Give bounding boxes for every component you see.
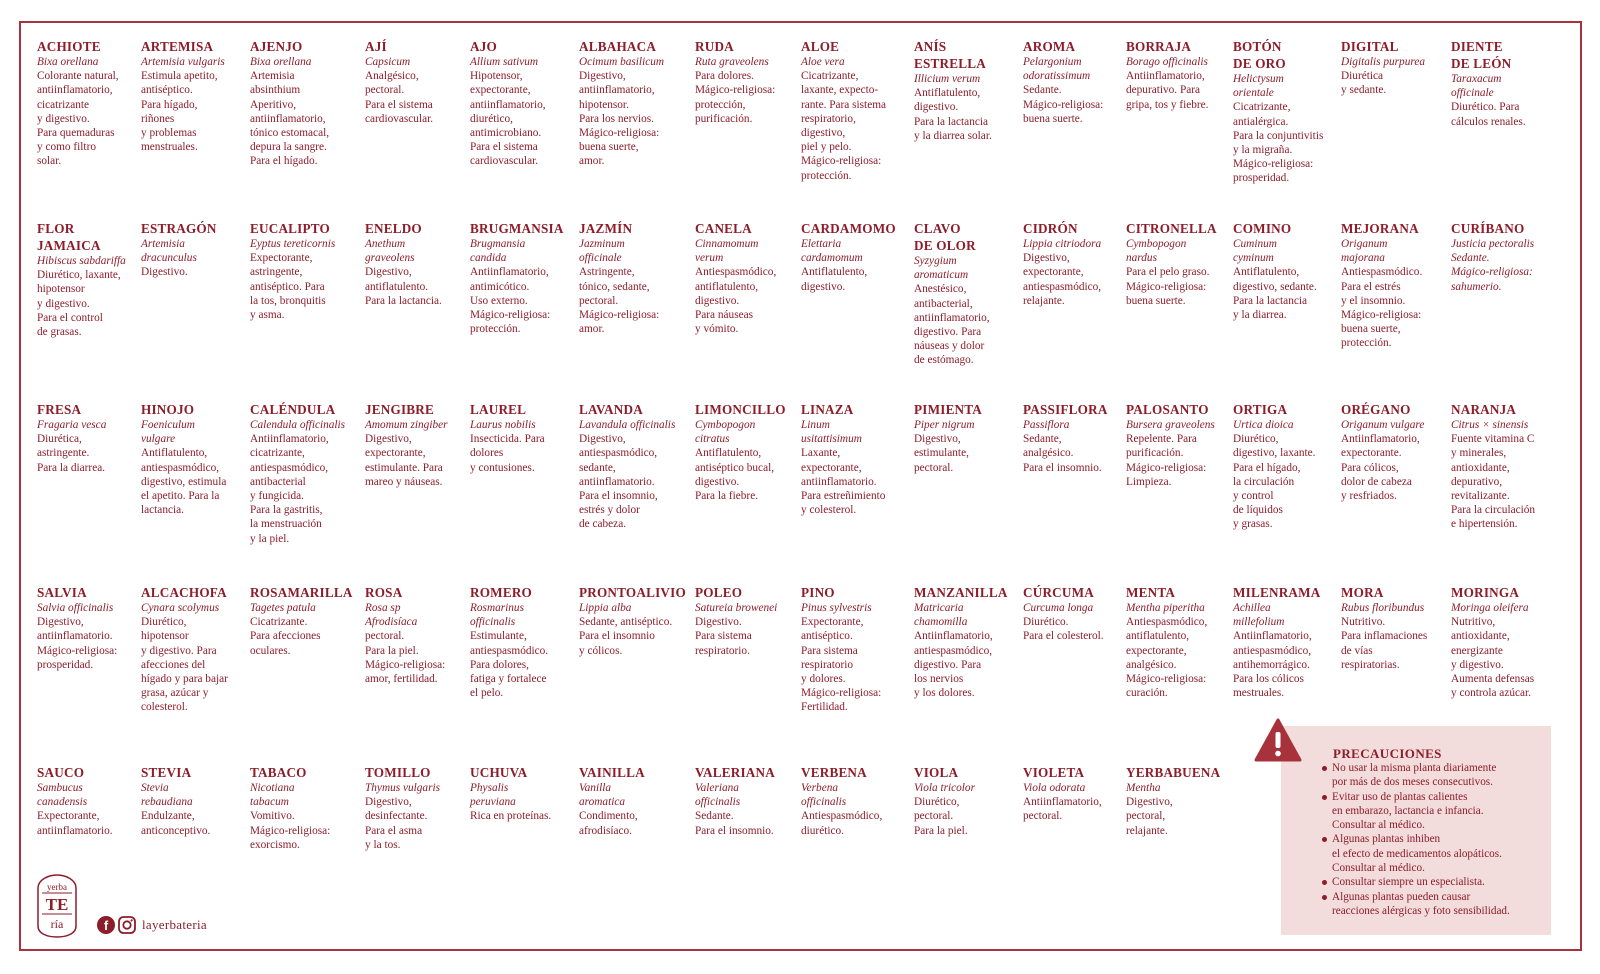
herb-scientific-name: Verbena officinalis xyxy=(801,782,847,809)
herb-name: POLEO xyxy=(695,585,743,600)
herb-description: Expectorante, antiinflamatorio. xyxy=(37,810,113,837)
herb-scientific-name: Lippia alba xyxy=(579,602,632,614)
herb-scientific-name: Physalis peruviana xyxy=(470,782,516,809)
herb-name: RUDA xyxy=(695,39,734,54)
herb-name: ROMERO xyxy=(470,585,533,600)
herb-description: Diurética y sedante. xyxy=(1341,70,1387,97)
herb-description: Antiflatulento, antiespasmódico, digestivo, estimula el apetito. Para la lactancia. xyxy=(141,447,227,517)
herb-description: Antiinflamatorio, depurativo. Para gripa, tos y fiebre. xyxy=(1126,70,1209,111)
herb-name: ALCACHOFA xyxy=(141,585,227,600)
herb-name: CARDAMOMO xyxy=(801,221,896,236)
herb-name: ESTRAGÓN xyxy=(141,221,217,236)
herb-name: ALOE xyxy=(801,39,840,54)
herb-description: Antiinflamatorio, pectoral. xyxy=(1023,796,1102,823)
herb-description: Antiflatulento, digestivo, sedante. Para la lactancia y la diarrea. xyxy=(1233,266,1317,322)
herb-name: ALBAHACA xyxy=(579,39,657,54)
herb-description: Diurético, digestivo, laxante. Para el hígado, la circulación y control de líquidos y grasas. xyxy=(1233,433,1316,531)
herb-name: ARTEMISA xyxy=(141,39,214,54)
herb-description: Anestésico, antibacterial, antiinflamatorio, digestivo. Para náuseas y dolor de estómago. xyxy=(914,283,990,367)
herb-description: Digestivo. Para sistema respiratorio. xyxy=(695,616,752,657)
herb-description: Cicatrizante, laxante, expecto- rante. Para sistema respiratorio, digestivo, piel y pelo. Mágico-religiosa: protección. xyxy=(801,70,887,182)
herb-name: MENTA xyxy=(1126,585,1176,600)
herb-name: BOTÓN DE ORO xyxy=(1233,39,1286,71)
herb-entry xyxy=(1126,584,1233,764)
herb-scientific-name: Cymbopogon nardus xyxy=(1126,238,1187,265)
svg-text:TE: TE xyxy=(45,895,69,914)
herb-entry xyxy=(365,764,470,944)
herb-name: JAZMÍN xyxy=(579,221,633,236)
herb-name: DIENTE DE LEÓN xyxy=(1451,39,1512,71)
herb-description: Digestivo. xyxy=(141,266,188,279)
herb-name: COMINO xyxy=(1233,221,1292,236)
herb-scientific-name: Pinus sylvestris xyxy=(801,602,872,614)
herb-name: EUCALIPTO xyxy=(250,221,330,236)
herb-scientific-name: Justicia pectoralis Sedante. Mágico-religiosa: sahumerio. xyxy=(1451,238,1535,293)
herb-description: Laxante, expectorante, antiinflamatorio. Para estreñimiento y colesterol. xyxy=(801,447,886,517)
herb-description: Endulzante, anticonceptivo. xyxy=(141,810,211,837)
herb-name: LIMONCILLO xyxy=(695,402,786,417)
herb-scientific-name: Curcuma longa xyxy=(1023,602,1094,614)
herb-name: TABACO xyxy=(250,765,307,780)
herb-name: JENGIBRE xyxy=(365,402,435,417)
herb-scientific-name: Allium sativum xyxy=(470,56,539,68)
herb-name: SAUCO xyxy=(37,765,85,780)
herb-entry xyxy=(250,584,365,764)
herb-entry xyxy=(801,764,914,944)
precaution-item: Algunas plantas inhiben el efecto de medicamentos alopáticos. Consultar al médico. xyxy=(1322,832,1547,875)
herb-scientific-name: Elettaria cardamomum xyxy=(801,238,863,265)
herb-entry xyxy=(1126,220,1233,401)
herb-name: VAINILLA xyxy=(579,765,645,780)
herb-name: CANELA xyxy=(695,221,752,236)
herb-name: VERBENA xyxy=(801,765,867,780)
herb-description: Sedante, antiséptico. Para el insomnio y cólicos. xyxy=(579,616,673,657)
herb-entry xyxy=(1451,38,1549,220)
herb-scientific-name: Cynara scolymus xyxy=(141,602,220,614)
herb-scientific-name: Foeniculum vulgare xyxy=(141,419,195,446)
herb-description: Nutritivo, antioxidante, energizante y digestivo. Aumenta defensas y controla azúcar. xyxy=(1451,616,1535,700)
herb-entry xyxy=(1023,401,1126,584)
herb-entry xyxy=(250,401,365,584)
herb-name: ORTIGA xyxy=(1233,402,1288,417)
herb-name: TOMILLO xyxy=(365,765,431,780)
herb-name: CURÍBANO xyxy=(1451,221,1525,236)
herb-description: Antiinflamatorio, antiespasmódico, antihemorrágico. Para los cólicos mestruales. xyxy=(1233,630,1312,700)
herb-entry xyxy=(141,401,250,584)
herb-name: SALVIA xyxy=(37,585,87,600)
herb-name: CÚRCUMA xyxy=(1023,585,1094,600)
herb-description: Expectorante, antiséptico. Para sistema respiratorio y dolores. Mágico-religiosa: Fertilidad. xyxy=(801,616,882,714)
herb-scientific-name: Origanum vulgare xyxy=(1341,419,1425,431)
herb-name: DIGITAL xyxy=(1341,39,1399,54)
herb-description: Condimento, afrodisíaco. xyxy=(579,810,638,837)
herb-name: MEJORANA xyxy=(1341,221,1419,236)
herb-scientific-name: Hibiscus sabdariffa xyxy=(37,255,126,267)
herb-name: NARANJA xyxy=(1451,402,1517,417)
herb-description: Diurética, astringente. Para la diarrea. xyxy=(37,433,106,474)
herb-description: Antiespasmódico, diurético. xyxy=(801,810,883,837)
herb-entry xyxy=(250,764,365,944)
herb-entry xyxy=(1451,401,1549,584)
herb-name: CLAVO DE OLOR xyxy=(914,221,976,253)
herb-scientific-name: Matricaria chamomilla xyxy=(914,602,968,629)
herb-description: Sedante, analgésico. Para el insomnio. xyxy=(1023,433,1102,474)
herb-scientific-name: Bixa orellana xyxy=(250,56,312,68)
herb-grid xyxy=(37,38,1580,851)
herb-scientific-name: Piper nigrum xyxy=(914,419,975,431)
herb-scientific-name: Viola odorata xyxy=(1023,782,1086,794)
herb-entry xyxy=(470,401,579,584)
herb-entry xyxy=(1023,220,1126,401)
herb-scientific-name: Linum usitattisimum xyxy=(801,419,862,446)
herb-entry xyxy=(470,220,579,401)
herb-scientific-name: Calendula officinalis xyxy=(250,419,346,431)
herb-scientific-name: Digitalis purpurea xyxy=(1341,56,1425,68)
herb-scientific-name: Aloe vera xyxy=(801,56,845,68)
precaution-item: Algunas plantas pueden causar reacciones alérgicas y foto sensibilidad. xyxy=(1322,890,1547,919)
herb-scientific-name: Mentha piperitha xyxy=(1126,602,1205,614)
herb-description: Digestivo, expectorante, estimulante. Para mareo y náuseas. xyxy=(365,433,443,488)
herb-name: ACHIOTE xyxy=(37,39,101,54)
herb-name: PASSIFLORA xyxy=(1023,402,1108,417)
herb-description: Digestivo, antiflatulento. Para la lactancia. xyxy=(365,266,442,307)
herb-description: Digestivo, estimulante, pectoral. xyxy=(914,433,969,474)
herb-scientific-name: Amomum zingiber xyxy=(365,419,448,431)
herb-description: Diurético. Para cálculos renales. xyxy=(1451,101,1526,128)
precautions-title: PRECAUCIONES xyxy=(1333,746,1442,761)
herb-description: Diurético, pectoral. Para la piel. xyxy=(914,796,968,837)
herb-entry xyxy=(579,38,695,220)
herb-description: Rica en proteínas. xyxy=(470,810,552,823)
herb-description: Antiespasmódico. Para el estrés y el insomnio. Mágico-religiosa: buena suerte, protección. xyxy=(1341,266,1423,350)
herb-entry xyxy=(695,401,801,584)
herb-entry xyxy=(141,38,250,220)
herb-scientific-name: Valeriana officinalis xyxy=(695,782,741,809)
herb-name: AJÍ xyxy=(365,39,387,54)
herb-scientific-name: Artemisia dracunculus xyxy=(141,238,197,265)
herb-entry xyxy=(801,401,914,584)
herb-entry xyxy=(37,38,141,220)
herb-name: MORA xyxy=(1341,585,1384,600)
herb-entry xyxy=(695,38,801,220)
herb-description: Digestivo, expectorante, antiespasmódico, relajante. xyxy=(1023,252,1102,307)
herb-name: FLOR JAMAICA xyxy=(37,221,101,253)
herb-entry xyxy=(37,220,141,401)
herb-description: Antiinflamatorio, antiespasmódico, digestivo. Para los nervios y los dolores. xyxy=(914,630,993,700)
herb-name: ANÍS ESTRELLA xyxy=(914,39,986,71)
herb-name: LAVANDA xyxy=(579,402,643,417)
herb-scientific-name: Vanilla aromatica xyxy=(579,782,626,809)
herb-name: ORÉGANO xyxy=(1341,402,1411,417)
herb-scientific-name: Eyptus tereticornis xyxy=(250,238,336,250)
herb-scientific-name: Passiflora xyxy=(1023,419,1070,431)
herb-entry xyxy=(365,220,470,401)
herb-entry xyxy=(801,584,914,764)
herb-description: Digestivo, desinfectante. Para el asma y la tos. xyxy=(365,796,428,851)
herb-scientific-name: Fragaria vesca xyxy=(37,419,107,431)
herb-description: Digestivo, antiinflamatorio, hipotensor. Para los nervios. Mágico-religiosa: buena suerte, amor. xyxy=(579,70,660,168)
herb-scientific-name: Bursera graveolens xyxy=(1126,419,1215,431)
herb-entry xyxy=(141,220,250,401)
herb-entry xyxy=(695,764,801,944)
herb-description: Vomitivo. Mágico-religiosa: exorcismo. xyxy=(250,810,331,851)
herb-entry xyxy=(914,584,1023,764)
herb-name: ROSA xyxy=(365,585,403,600)
herb-name: AJO xyxy=(470,39,497,54)
herb-entry xyxy=(1233,401,1341,584)
herb-name: PINO xyxy=(801,585,835,600)
svg-text:ría: ría xyxy=(50,917,64,931)
herb-entry xyxy=(1341,401,1451,584)
herb-name: CIDRÓN xyxy=(1023,221,1078,236)
herb-scientific-name: Ruta graveolens xyxy=(695,56,769,68)
herb-entry xyxy=(695,584,801,764)
herb-scientific-name: Illicium verum xyxy=(914,73,981,85)
herb-entry xyxy=(1126,38,1233,220)
warning-icon xyxy=(1254,718,1302,762)
herb-description: Digestivo, antiinflamatorio. Mágico-religiosa: prosperidad. xyxy=(37,616,118,671)
herb-entry xyxy=(1451,220,1549,401)
herb-entry xyxy=(365,401,470,584)
herb-scientific-name: Mentha xyxy=(1126,782,1161,794)
herb-entry xyxy=(579,401,695,584)
herb-entry xyxy=(37,401,141,584)
herb-entry xyxy=(1126,764,1233,944)
herb-scientific-name: Achillea millefolium xyxy=(1233,602,1285,629)
herb-description: Insecticida. Para dolores y contusiones. xyxy=(470,433,545,474)
herb-scientific-name: Artemisia vulgaris xyxy=(141,56,225,68)
herb-entry xyxy=(1233,220,1341,401)
herb-entry xyxy=(470,764,579,944)
herb-name: VALERIANA xyxy=(695,765,775,780)
herb-name: LINAZA xyxy=(801,402,854,417)
herb-entry xyxy=(250,220,365,401)
herb-scientific-name: Salvia officinalis xyxy=(37,602,114,614)
herb-name: ENELDO xyxy=(365,221,422,236)
herb-entry xyxy=(695,220,801,401)
herb-scientific-name: Cinnamomum verum xyxy=(695,238,759,265)
herb-entry xyxy=(365,584,470,764)
herb-description: Para dolores. Mágico-religiosa: protección, purificación. xyxy=(695,70,776,125)
herb-scientific-name: Capsicum xyxy=(365,56,411,68)
herb-scientific-name: Thymus vulgaris xyxy=(365,782,441,794)
herb-name: MANZANILLA xyxy=(914,585,1008,600)
herb-description: Antiflatulento, digestivo. xyxy=(801,266,868,293)
herb-description: Cicatrizante. Para afecciones oculares. xyxy=(250,616,321,657)
herb-description: Artemisia absinthium Aperitivo, antiinflamatorio, tónico estomacal, depura la sangre. Para el hígado. xyxy=(250,70,330,168)
herb-scientific-name: Brugmansia candida xyxy=(470,238,526,265)
herb-scientific-name: Borago officinalis xyxy=(1126,56,1208,68)
herb-entry xyxy=(1023,584,1126,764)
herb-scientific-name: Jazminum officinale xyxy=(579,238,625,265)
herb-scientific-name: Lippia citriodora xyxy=(1023,238,1102,250)
herb-scientific-name: Rosa sp Afrodisíaca xyxy=(365,602,418,629)
herb-description: Estimula apetito, antiséptico. Para hígado, riñones y problemas menstruales. xyxy=(141,70,218,154)
herb-scientific-name: Urtica dioica xyxy=(1233,419,1294,431)
herb-scientific-name: Sambucus canadensis xyxy=(37,782,88,809)
precaution-item: Consultar siempre un especialista. xyxy=(1322,875,1547,889)
herb-scientific-name: Stevia rebaudiana xyxy=(141,782,193,809)
herb-description: Para el pelo graso. Mágico-religiosa: buena suerte. xyxy=(1126,266,1210,307)
yerbateria-logo xyxy=(36,874,78,938)
herb-description: Diurético, hipotensor y digestivo. Para afecciones del hígado y para bajar grasa, azúcar y colesterol. xyxy=(141,616,228,714)
herb-description: Antiflatulento, digestivo. Para la lactancia y la diarrea solar. xyxy=(914,87,992,142)
herb-entry xyxy=(801,38,914,220)
herb-scientific-name: Rosmarinus officinalis xyxy=(470,602,524,629)
herb-name: FRESA xyxy=(37,402,82,417)
herb-scientific-name: Moringa oleifera xyxy=(1451,602,1529,614)
herb-name: HINOJO xyxy=(141,402,195,417)
social-links xyxy=(97,916,207,934)
herb-description: Analgésico, pectoral. Para el sistema cardiovascular. xyxy=(365,70,434,125)
herb-scientific-name: Syzygium aromaticum xyxy=(914,255,969,282)
herb-description: Expectorante, astringente, antiséptico. Para la tos, bronquitis y asma. xyxy=(250,252,326,322)
instagram-icon[interactable] xyxy=(118,916,136,934)
herb-name: YERBABUENA xyxy=(1126,765,1221,780)
herb-entry xyxy=(365,38,470,220)
precaution-item: No usar la misma planta diariamente por más de dos meses consecutivos. xyxy=(1322,761,1547,790)
herb-entry xyxy=(914,220,1023,401)
herb-entry xyxy=(914,401,1023,584)
herb-name: BRUGMANSIA xyxy=(470,221,564,236)
herb-scientific-name: Cuminum cyminum xyxy=(1233,238,1277,265)
herb-name: BORRAJA xyxy=(1126,39,1192,54)
herb-entry xyxy=(914,38,1023,220)
herb-name: CALÉNDULA xyxy=(250,402,336,417)
herb-scientific-name: Ocimum basilicum xyxy=(579,56,665,68)
herb-entry xyxy=(37,584,141,764)
herb-name: AROMA xyxy=(1023,39,1076,54)
herb-scientific-name: Rubus floribundus xyxy=(1341,602,1425,614)
herb-entry xyxy=(1126,401,1233,584)
herb-entry xyxy=(801,220,914,401)
herb-scientific-name: Citrus × sinensis xyxy=(1451,419,1529,431)
herb-entry xyxy=(141,584,250,764)
herb-entry xyxy=(250,38,365,220)
herb-scientific-name: Origanum majorana xyxy=(1341,238,1388,265)
herb-name: LAUREL xyxy=(470,402,527,417)
herb-description: Cicatrizante, antialérgica. Para la conjuntivitis y la migraña. Mágico-religiosa: prosperidad. xyxy=(1233,101,1324,185)
herb-scientific-name: Anethum graveolens xyxy=(365,238,415,265)
herb-description: Fuente vitamina C y minerales, antioxidante, depurativo, revitalizante. Para la circulación e hipertensión. xyxy=(1451,433,1536,531)
herb-name: CITRONELLA xyxy=(1126,221,1217,236)
herb-name: ROSAMARILLA xyxy=(250,585,353,600)
herb-description: Colorante natural, antiinflamatorio, cicatrizante y digestivo. Para quemaduras y como filtro solar. xyxy=(37,70,119,168)
herb-description: Antiinflamatorio, cicatrizante, antiespasmódico, antibacterial y fungicida. Para la gastritis, la menstruación y la piel. xyxy=(250,433,329,545)
herb-name: MORINGA xyxy=(1451,585,1520,600)
herb-scientific-name: Helictysum orientale xyxy=(1233,73,1284,100)
herb-description: Sedante. Para el insomnio. xyxy=(695,810,774,837)
herb-name: VIOLA xyxy=(914,765,959,780)
herb-entry xyxy=(1233,38,1341,220)
herb-name: STEVIA xyxy=(141,765,192,780)
precautions-list xyxy=(1322,761,1547,918)
herb-description: Diurético, laxante, hipotensor y digestivo. Para el control de grasas. xyxy=(37,269,121,339)
herb-entry xyxy=(914,764,1023,944)
herb-name: MILENRAMA xyxy=(1233,585,1321,600)
herb-scientific-name: Satureia browenei xyxy=(695,602,778,614)
herb-scientific-name: Lavandula officinalis xyxy=(579,419,676,431)
herb-description: Antiinflamatorio, antimicótico. Uso externo. Mágico-religiosa: protección. xyxy=(470,266,551,336)
herb-name: PRONTOALIVIO xyxy=(579,585,686,600)
herb-description: Antiespasmódico, antiflatulento, digestivo. Para náuseas y vómito. xyxy=(695,266,777,336)
herb-entry xyxy=(1023,38,1126,220)
herb-scientific-name: Nicotiana tabacum xyxy=(250,782,295,809)
herb-description: Repelente. Para purificación. Mágico-religiosa: Limpieza. xyxy=(1126,433,1207,488)
herb-scientific-name: Tagetes patula xyxy=(250,602,316,614)
herb-scientific-name: Laurus nobilis xyxy=(470,419,536,431)
social-handle[interactable]: layerbateria xyxy=(142,917,207,932)
svg-text:yerba: yerba xyxy=(47,882,67,892)
herb-description: Hipotensor, expectorante, antiinflamatorio, diurético, antimicrobiano. Para el sistema cardiovascular. xyxy=(470,70,546,168)
herb-entry xyxy=(1341,38,1451,220)
herb-description: Nutritivo. Para inflamaciones de vías respiratorias. xyxy=(1341,616,1428,671)
herb-description: Estimulante, antiespasmódico. Para dolores, fatiga y fortalece el pelo. xyxy=(470,630,549,700)
herb-description: Sedante. Mágico-religiosa: buena suerte. xyxy=(1023,84,1104,125)
herb-entry xyxy=(470,584,579,764)
herb-entry xyxy=(1341,220,1451,401)
facebook-icon[interactable]: f xyxy=(97,916,115,934)
herb-scientific-name: Taraxacum officinale xyxy=(1451,73,1502,100)
herb-entry xyxy=(470,38,579,220)
precaution-item: Evitar uso de plantas calientes en embarazo, lactancia e infancia. Consultar al médico. xyxy=(1322,790,1547,833)
herb-name: AJENJO xyxy=(250,39,303,54)
herb-entry xyxy=(579,220,695,401)
herb-description: Antiflatulento, antiséptico bucal, digestivo. Para la fiebre. xyxy=(695,447,775,503)
herb-description: Digestivo, pectoral, relajante. xyxy=(1126,796,1173,837)
herb-entry xyxy=(579,764,695,944)
herb-entry xyxy=(579,584,695,764)
herb-scientific-name: Viola tricolor xyxy=(914,782,975,794)
herb-description: Antiespasmódico, antiflatulento, expectorante, analgésico. Mágico-religiosa: curación. xyxy=(1126,616,1208,700)
herb-description: Diurético. Para el colesterol. xyxy=(1023,616,1104,643)
herb-description: pectoral. Para la piel. Mágico-religiosa: amor, fertilidad. xyxy=(365,630,446,686)
herb-description: Antiinflamatorio, expectorante. Para cólicos, dolor de cabeza y resfriados. xyxy=(1341,433,1420,503)
herb-description: Digestivo, antiespasmódico, sedante, antiinflamatorio. Para el insomnio, estrés y dolor de cabeza. xyxy=(579,433,658,531)
herb-scientific-name: Cymbopogon citratus xyxy=(695,419,756,446)
herb-scientific-name: Bixa orellana xyxy=(37,56,99,68)
herb-scientific-name: Pelargonium odoratissimum xyxy=(1023,56,1091,83)
herb-entry xyxy=(1023,764,1126,944)
herb-name: VIOLETA xyxy=(1023,765,1085,780)
herb-name: PIMIENTA xyxy=(914,402,983,417)
herb-name: UCHUVA xyxy=(470,765,528,780)
herb-description: Astringente, tónico, sedante, pectoral. Mágico-religiosa: amor. xyxy=(579,266,660,336)
herb-name: PALOSANTO xyxy=(1126,402,1209,417)
